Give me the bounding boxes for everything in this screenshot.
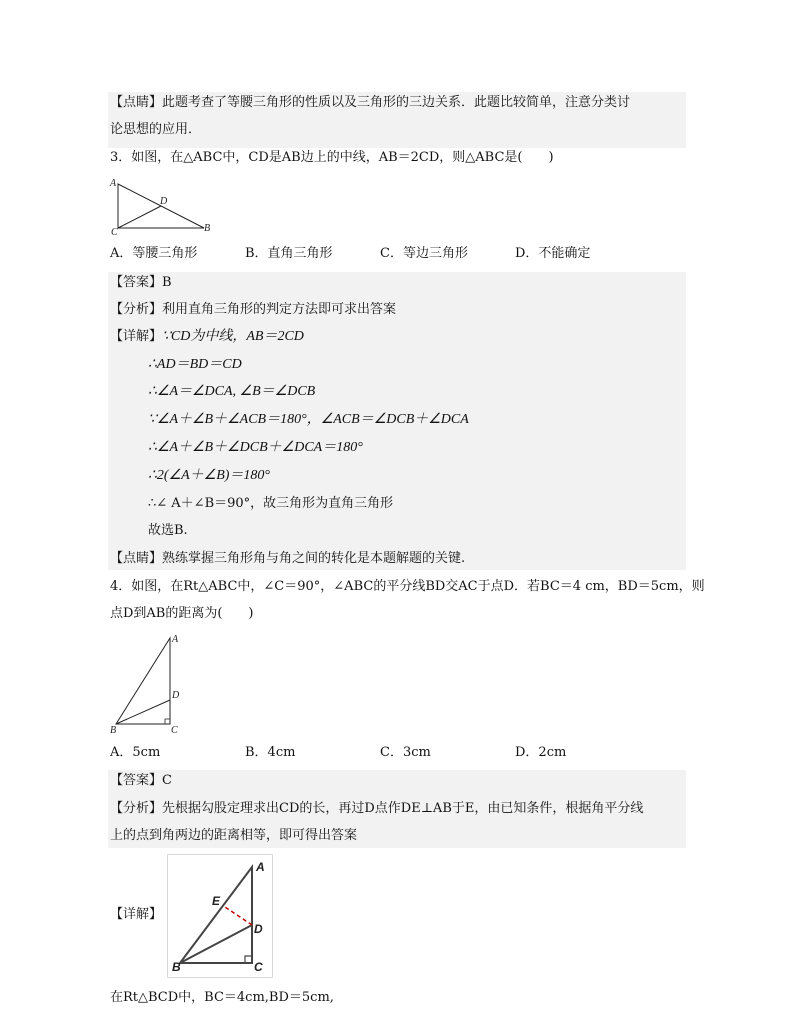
q4-last-line: 在Rt△BCD中，BC＝4cm,BD＝5cm, [110,990,334,1005]
q3-step-1: ∴AD＝BD＝CD [148,357,242,372]
q3-step-5: ∴2(∠A＋∠B)＝180° [148,468,271,483]
q4-detail-label: 【详解】 [110,907,163,922]
q4-detail-figure [167,854,273,978]
q4-label-a: A [172,634,179,645]
q4-detail-label-a: A [256,860,265,874]
q4-triangle-figure [108,632,188,736]
prev-dianjing-line1: 【点睛】此题考查了等腰三角形的性质以及三角形的三边关系．此题比较简单，注意分类讨 [110,95,631,110]
q3-detail-intro: ∵CD为中线，AB＝2CD [162,329,304,344]
q3-step-7: 故选B. [148,523,188,538]
q3-label-c: C [111,227,118,238]
q3-label-a: A [110,178,117,189]
q3-option-b: B．直角三角形 [245,246,333,261]
q4-analysis-line2: 上的点到角两边的距离相等，即可得出答案 [110,828,358,843]
q3-label-b: B [204,223,211,234]
q4-label-d: D [172,690,180,701]
prev-dianjing-line2: 论思想的应用． [110,122,202,137]
q3-dianjing: 【点睛】熟练掌握三角形角与角之间的转化是本题解题的关键. [110,551,466,566]
q4-answer: 【答案】C [110,773,172,788]
q4-detail-label-c: C [254,960,263,974]
q4-option-a: A．5cm [110,745,161,760]
q4-analysis-line1: 【分析】先根据勾股定理求出CD的长，再过D点作DE⊥AB于E，由已知条件，根据角平分线 [110,801,644,816]
q4-detail-label-d: D [254,922,263,936]
q3-step-6: ∴∠ A＋∠B＝90°，故三角形为直角三角形 [148,496,394,511]
q3-step-3: ∵∠A＋∠B＋∠ACB＝180°，∠ACB＝∠DCB＋∠DCA [148,412,469,427]
q3-triangle-figure [108,176,218,236]
q4-stem-line1: 4．如图，在Rt△ABC中，∠C＝90°，∠ABC的平分线BD交AC于点D．若BC＝4 cm，BD＝5cm，则 [110,579,705,594]
q4-option-d: D．2cm [515,745,567,760]
q4-option-b: B．4cm [245,745,296,760]
q3-stem: 3．如图，在△ABC中，CD是AB边上的中线，AB＝2CD，则△ABC是( ) [110,150,554,165]
q3-step-4: ∴∠A＋∠B＋∠DCB＋∠DCA＝180° [148,440,363,455]
q4-stem-line2: 点D到AB的距离为( ) [110,606,254,621]
q3-option-a: A．等腰三角形 [110,246,198,261]
q3-label-d: D [160,196,168,207]
q3-analysis: 【分析】利用直角三角形的判定方法即可求出答案 [110,302,397,317]
q3-detail-label: 【详解】 [110,329,163,344]
q4-label-b: B [110,725,117,736]
q3-step-2: ∴∠A＝∠DCA, ∠B＝∠DCB [148,384,316,399]
q3-answer: 【答案】B [110,275,172,290]
q4-detail-label-b: B [172,960,181,974]
q3-detail [110,327,304,347]
q3-option-d: D．不能确定 [515,246,591,261]
q4-label-c: C [171,725,178,736]
q4-option-c: C．3cm [380,745,431,760]
q3-option-c: C．等边三角形 [380,246,468,261]
q4-detail-label-e: E [212,894,221,908]
